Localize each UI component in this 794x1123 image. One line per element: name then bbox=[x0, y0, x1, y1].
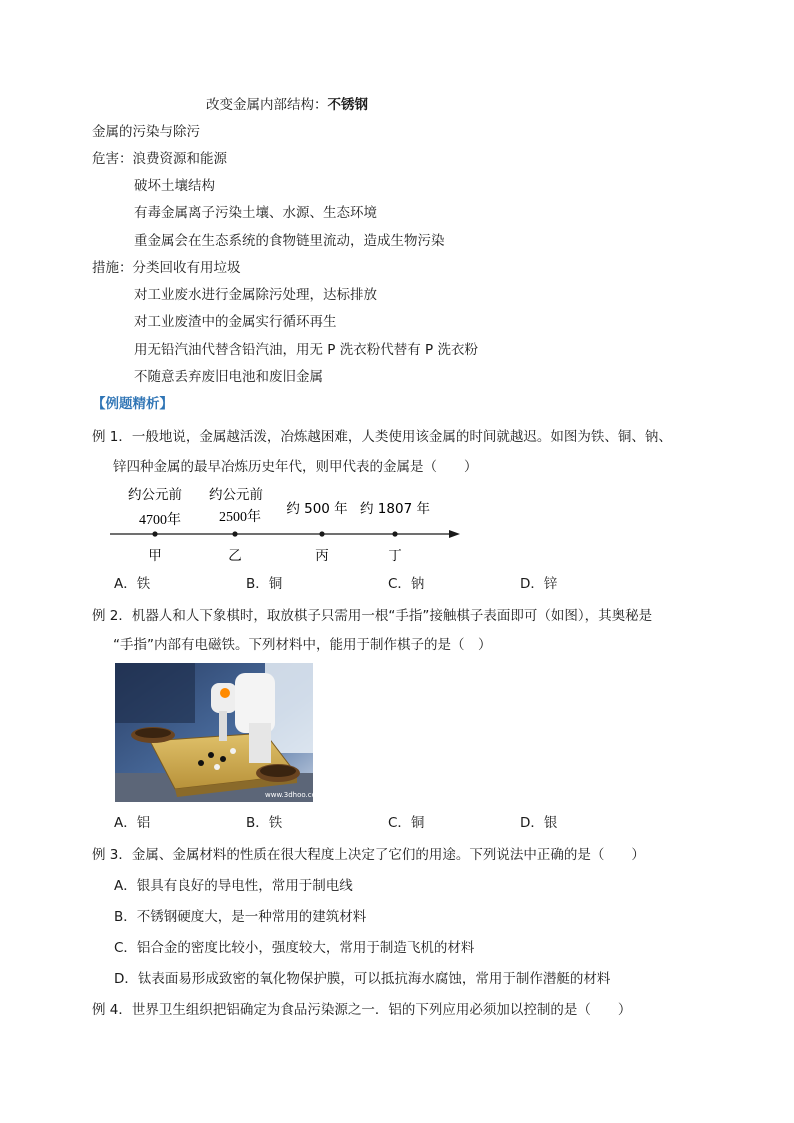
harm-line-1 bbox=[92, 149, 227, 169]
pollution-title: 金属的污染与除污 bbox=[92, 124, 200, 140]
q3-option-b: B．不锈钢硬度大，是一种常用的建筑材料 bbox=[114, 909, 367, 925]
measure-item: 对工业废渣中的金属实行循环再生 bbox=[134, 314, 337, 330]
q4-line-1: 例 4．世界卫生组织把铝确定为食品污染源之一．铝的下列应用必须加以控制的是（ ） bbox=[92, 1002, 632, 1018]
photo-watermark: www.3dhoo.com bbox=[265, 791, 323, 799]
timeline-date-top: 约 500 年 bbox=[286, 501, 348, 517]
q1-option-b: B．铜 bbox=[246, 576, 283, 592]
harm-item: 浪费资源和能源 bbox=[132, 151, 227, 167]
q1-line-2: 锌四种金属的最早冶炼历史年代，则甲代表的金属是（ ） bbox=[113, 459, 478, 475]
q2-line-1: 例 2．机器人和人下象棋时，取放棋子只需用一根“手指”接触棋子表面即可（如图），其奥秘是 bbox=[92, 608, 653, 624]
section-title: 【例题精析】 bbox=[92, 396, 173, 412]
measure-item: 不随意丢弃废旧电池和废旧金属 bbox=[134, 369, 323, 385]
timeline-point bbox=[152, 531, 157, 536]
timeline-label: 丙 bbox=[315, 548, 329, 564]
timeline-point bbox=[392, 531, 397, 536]
timeline-date-bottom: 4700年 bbox=[139, 513, 181, 528]
timeline-date-bottom: 2500年 bbox=[219, 510, 261, 525]
measure-item: 分类回收有用垃圾 bbox=[132, 260, 241, 276]
timeline-label: 乙 bbox=[228, 548, 242, 564]
q3-option-c: C．铝合金的密度比较小，强度较大，常用于制造飞机的材料 bbox=[114, 940, 475, 956]
timeline-point bbox=[319, 531, 324, 536]
harm-item: 破坏土壤结构 bbox=[134, 178, 215, 194]
struct-line bbox=[206, 95, 368, 115]
q1-option-c: C．钠 bbox=[388, 576, 425, 592]
struct-prefix: 改变金属内部结构： bbox=[206, 97, 328, 113]
q1-option-d: D．锌 bbox=[520, 576, 558, 592]
q3-option-d: D．钛表面易形成致密的氧化物保护膜，可以抵抗海水腐蚀，常用于制作潜艇的材料 bbox=[114, 971, 611, 987]
q2-option-a: A．铝 bbox=[114, 815, 151, 831]
q2-option-d: D．银 bbox=[520, 815, 558, 831]
q3-option-a: A．银具有良好的导电性，常用于制电线 bbox=[114, 878, 353, 894]
q1-option-a: A．铁 bbox=[114, 576, 151, 592]
history-timeline bbox=[110, 484, 470, 574]
timeline-label: 丁 bbox=[388, 548, 402, 564]
harm-label: 危害： bbox=[92, 151, 133, 167]
q2-line-2: “手指”内部有电磁铁。下列材料中，能用于制作棋子的是（ ） bbox=[113, 637, 492, 653]
timeline-label: 甲 bbox=[148, 548, 162, 564]
struct-bold: 不锈钢 bbox=[327, 97, 368, 113]
timeline-arrow bbox=[449, 530, 460, 538]
timeline-date-top: 约 1807 年 bbox=[360, 501, 430, 517]
measure-item: 用无铅汽油代替含铅汽油，用无 P 洗衣粉代替有 P 洗衣粉 bbox=[134, 342, 478, 358]
measure-label: 措施： bbox=[92, 260, 133, 276]
timeline-date-top: 约公元前 bbox=[209, 487, 263, 503]
harm-item: 重金属会在生态系统的食物链里流动，造成生物污染 bbox=[134, 233, 445, 249]
harm-item: 有毒金属离子污染土壤、水源、生态环境 bbox=[134, 205, 377, 221]
robot-chess-photo bbox=[115, 663, 323, 802]
q1-line-1: 例 1．一般地说，金属越活泼，冶炼越困难，人类使用该金属的时间就越迟。如图为铁、铜、钠、 bbox=[92, 429, 672, 445]
q2-option-b: B．铁 bbox=[246, 815, 283, 831]
timeline-point bbox=[232, 531, 237, 536]
q3-line-1: 例 3．金属、金属材料的性质在很大程度上决定了它们的用途。下列说法中正确的是（ ） bbox=[92, 847, 645, 863]
timeline-date-top: 约公元前 bbox=[128, 487, 182, 503]
measure-line-1 bbox=[92, 258, 241, 278]
measure-item: 对工业废水进行金属除污处理，达标排放 bbox=[134, 287, 377, 303]
q2-option-c: C．铜 bbox=[388, 815, 425, 831]
